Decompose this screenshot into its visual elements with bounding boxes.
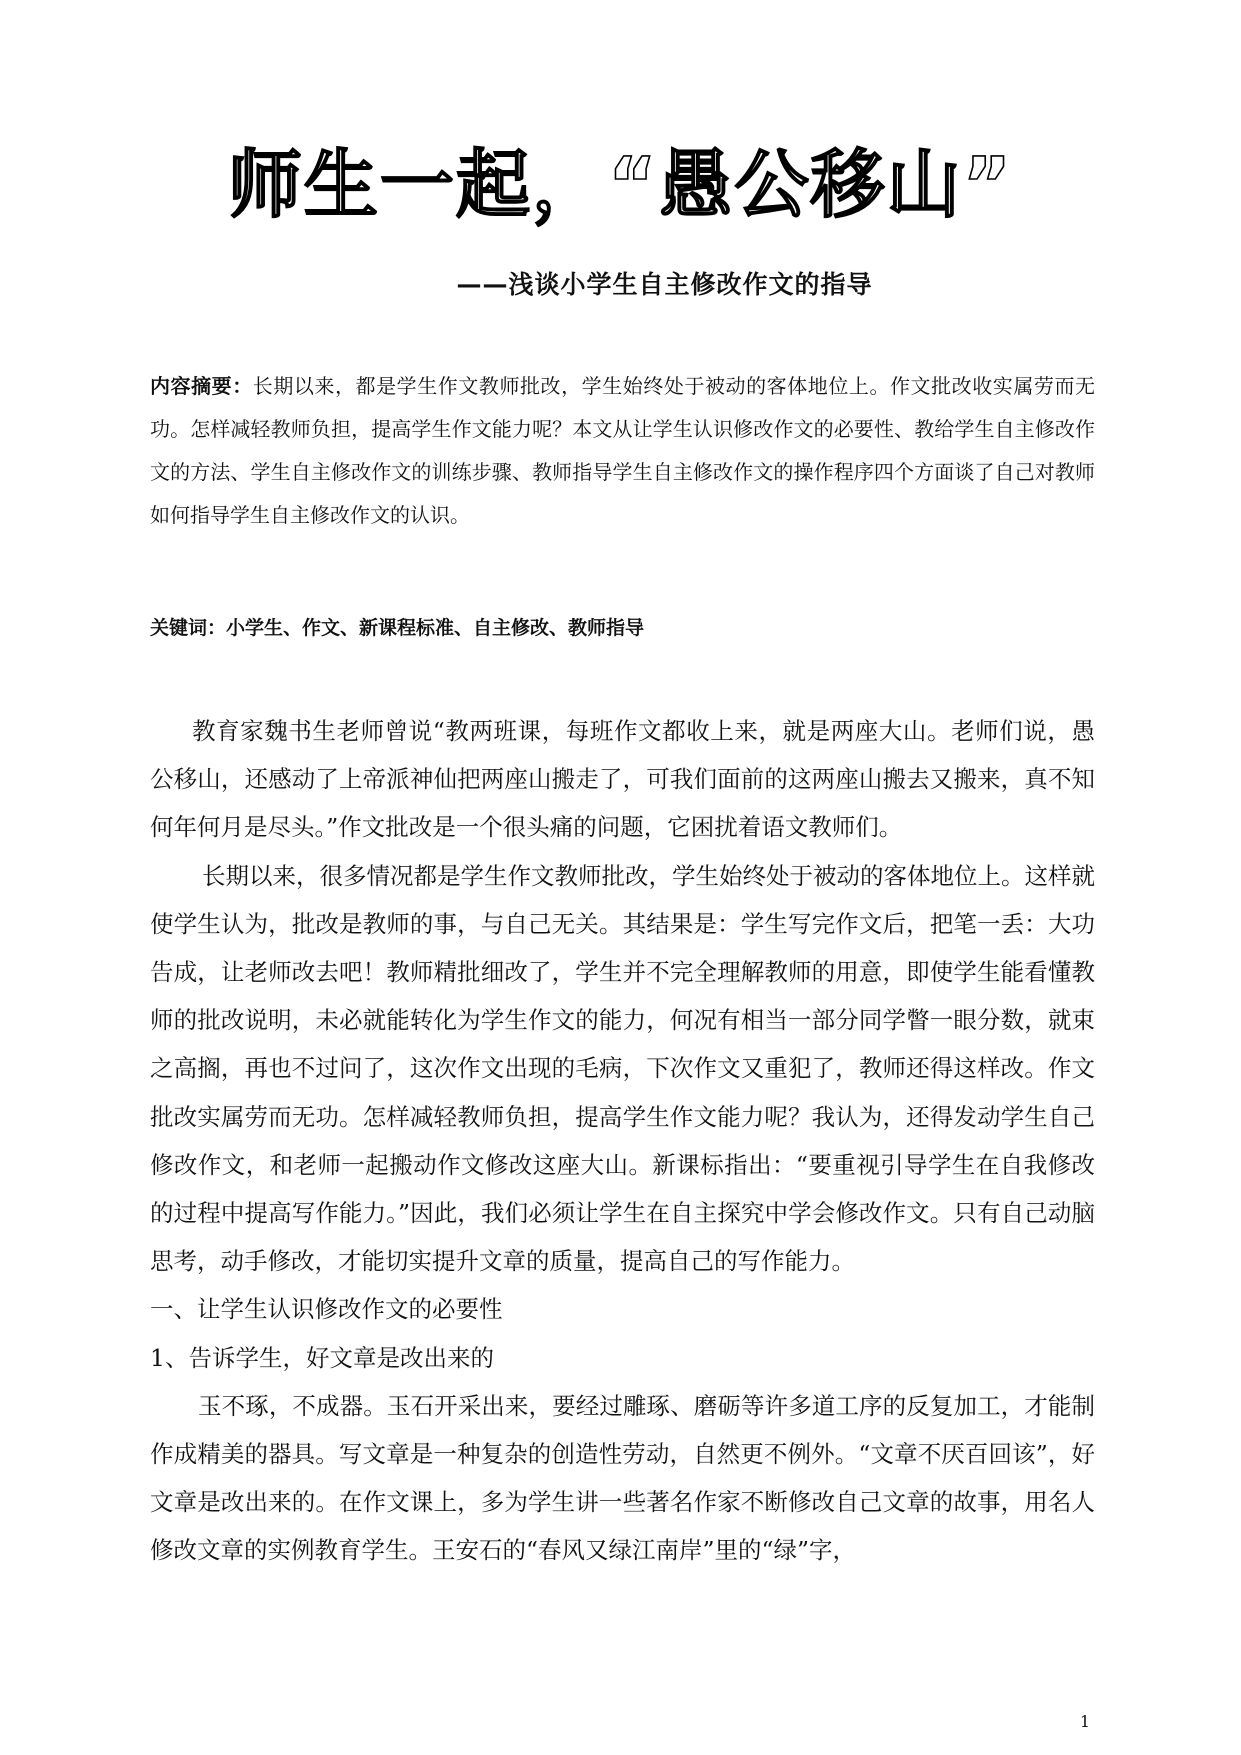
abstract-label: 内容摘要： — [150, 374, 253, 398]
page-number: 1 — [1079, 1712, 1091, 1731]
body-paragraph: 玉不琢，不成器。玉石开采出来，要经过雕琢、磨砺等许多道工序的反复加工，才能制作成精美的器具。写文章是一种复杂的创造性劳动，自然更不例外。“文章不厌百回该”，好文章是改出来的。在作文课上，多为学生讲一些著名作家不断修改自己文章的故事，用名人修改文章的实例教育学生。王安石的“春风又绿江南岸”里的“绿”字， — [150, 1391, 1095, 1565]
document-subtitle: ——浅谈小学生自主修改作文的指导 — [456, 270, 873, 299]
body-paragraph: 长期以来，很多情况都是学生作文教师批改，学生始终处于被动的客体地位上。这样就使学生认为，批改是教师的事，与自己无关。其结果是：学生写完作文后，把笔一丢：大功告成，让老师改去吧！教师精批细改了，学生并不完全理解教师的用意，即使学生能看懂教师的批改说明，未必就能转化为学生作文的能力，何况有相当一部分同学瞥一眼分数，就束之高搁，再也不过问了，这次作文出现的毛病，下次作文又重犯了，教师还得这样改。作文批改实属劳而无功。怎样减轻教师负担，提高学生作文能力呢？我认为，还得发动学生自己修改作文，和老师一起搬动作文修改这座大山。新课标指出：“要重视引导学生在自我修改的过程中提高写作能力。”因此，我们必须让学生在自主探究中学会修改作文。只有自己动脑思考，动手修改，才能切实提升文章的质量，提高自己的写作能力。 — [150, 861, 1095, 1276]
keywords-text: 小学生、作文、新课程标准、自主修改、教师指导 — [226, 617, 645, 639]
abstract — [150, 365, 1095, 537]
abstract-text: 长期以来，都是学生作文教师批改，学生始终处于被动的客体地位上。作文批改收实属劳而无功。怎样减轻教师负担，提高学生作文能力呢？本文从让学生认识修改作文的必要性、教给学生自主修改作文的方法、学生自主修改作文的训练步骤、教师指导学生自主修改作文的操作程序四个方面谈了自己对教师如何指导学生自主修改作文的认识。 — [150, 374, 1096, 527]
body-paragraph: 教育家魏书生老师曾说“教两班课，每班作文都收上来，就是两座大山。老师们说，愚公移山，还感动了上帝派神仙把两座山搬走了，可我们面前的这两座山搬去又搬来，真不知何年何月是尽头。”作文批改是一个很头痛的问题，它困扰着语文教师们。 — [150, 717, 1095, 842]
document-title: 师生一起，“愚公移山” — [227, 142, 1014, 228]
keywords — [150, 613, 1095, 643]
keywords-label: 关键词： — [150, 617, 227, 639]
section-heading: 一、让学生认识修改作文的必要性 — [150, 1295, 503, 1324]
subsection-heading: 1、告诉学生，好文章是改出来的 — [150, 1343, 494, 1372]
document-body — [150, 707, 1095, 1575]
